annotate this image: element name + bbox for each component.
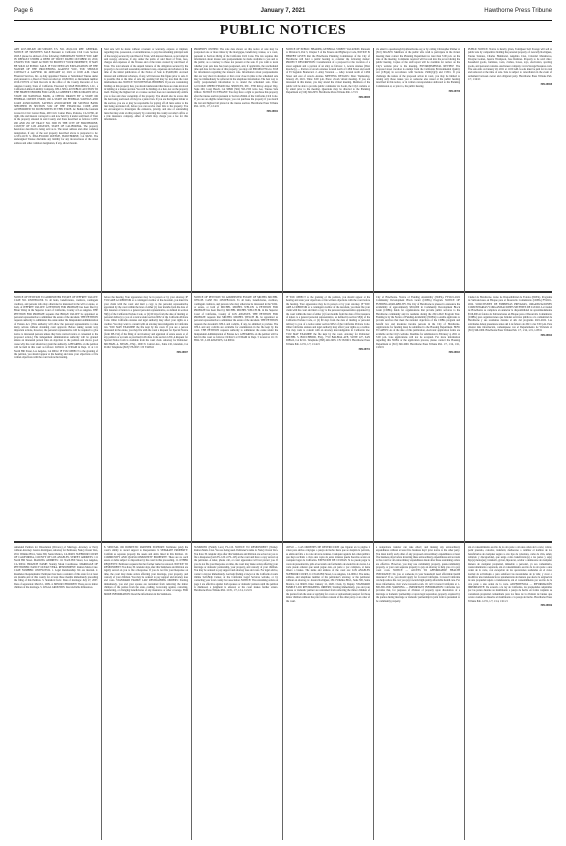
notice-ref: HH-28697	[176, 351, 188, 354]
notice-text: NOTICE OF PETITION TO ADMINISTER ESTATE OF MICHEL MICHEL WELCH. CASE NO. 20STPB11224. To all heirs, beneficiaries, creditors, contingent creditors, and persons who may otherwise be interested in the WILL or estate, or both of MICHEL MICHEL WELCH. A PETITION FOR PROBATE has been filed by MICHEL MICHEL WELCH JR. in the Superior Court of California, County of LOS ANGELES. THE PETITION FOR PROBATE requests that MICHEL MICHEL WELCH JR. be appointed as personal representative to administer the estate of the decedent. THE PETITION requests the decedent's WILL and codicils, if any, be admitted to probate. The WILL and any codicils are available for examination in the file kept by the court. THE PETITION requests authority to administer the estate under the Independent Administration of Estates Act. A HEARING on the petition will be held in this court as follows: 02/04/21 at 8:30AM in Dept. 5 located at 111 N. HILL ST., LOS ANGELES, CA 90012.	[194, 296, 278, 343]
notice-estate-valley	[14, 296, 98, 536]
notice-ref: HH-28700	[448, 89, 460, 93]
notice-ref: HH-28692	[266, 109, 278, 113]
notice-trustee-sale-part2	[104, 48, 188, 288]
notice-estate-valley-cont	[104, 296, 188, 536]
notice-trustee-sale-part1	[14, 48, 98, 288]
notice-text: before the hearing. Your appearance may be in person or by your attorney. IF YOU ARE A CREDITOR or a contingent creditor of the decedent, you must file your claim with the court and mail a copy to the personal representative appointed by the court within the later of either (1) four months from the date of first issuance of letters to a general personal representative, as defined in section 58(b) of the California Probate Code, or (2) 60 days from the date of mailing or personal delivery to you of a notice under section 9052 of the California Probate Code. Other California statutes and legal authority may affect your rights as a creditor. You may want to consult with an attorney knowledgeable in California law. YOU MAY EXAMINE the file kept by the court. If you are a person interested in the estate, you may file with the court a Request for Special Notice (form DE-154) of the filing of an inventory and appraisal of estate assets or of any petition or account as provided in Probate Code section 1250. A Request for Special Notice form is available from the court clerk. Attorney for Petitioner: MICHAEL A. SIEGEL, ESQ., 1000 N. Central Ave., Suite 210, Glendale, CA 91202. Telephone (818) 578-0027. CN 5345612	[104, 296, 188, 350]
notice-text: SUMMONS (Family Law) FL-110. NOTICE TO RESPONDENT (Name): Ramon Maria Cruz. You are being sued. Petitioner's name is: Nancy Ocean Vera. You have 30 calendar days after this Summons and Petition are served on you to file a Response (form FL-120 or FL-123) at the court and have a copy served on the petitioner. A letter, phone call, or court appearance will not protect you. If you do not file your Response on time, the court may make orders affecting your marriage or domestic partnership, your property, and custody of your children. You may be ordered to pay support and attorney fees and costs. For legal advice, contact a lawyer immediately. Get help finding a lawyer at the California Courts Online Self-Help Center, at the California Legal Services website, or by contacting your local county bar association. NOTICE: The restraining orders on page 2 are effective against both spouses or domestic partners until the petition is dismissed, a judgment is entered, or the court makes further orders. Hawthorne Press Tribune Pub. 12/31, 1/7, 1/14, 1/21/21	[194, 546, 278, 593]
issue-date: January 7, 2021	[260, 8, 306, 14]
notice-text: a nonprobate transfer can take effect; and making any extraordinary expenditures without at least five business days' prior notice to the other party. You must notify each other of any proposed extraordinary expenditures at least five business days before incurring these extraordinary expenditures and account to the court for all extraordinary expenditures made after these restraining orders are effective. However, you may use community property, quasi-community property, or your own separate property to pay an attorney to help you or to pay court costs. NOTICE — ACCESS TO AFFORDABLE HEALTH INSURANCE: Do you or someone in your household need affordable health insurance? If so, you should apply for Covered California. Covered California can help reduce the cost you pay towards high quality affordable health care. For more information, visit www.coveredca.com. Or call Covered California at 1-800-300-1506. WARNING — IMPORTANT INFORMATION: California law provides that, for purposes of division of property upon dissolution of a marriage or domestic partnership or upon legal separation, property acquired by the parties during marriage or domestic partnership in joint form is presumed to be community property.	[376, 546, 460, 603]
notice-street-vacation-cont	[376, 48, 460, 288]
notice-ref: HH-28694	[540, 334, 552, 338]
notice-cdbg-nofa-spanish	[468, 296, 552, 536]
column-rule	[464, 48, 465, 840]
notice-ref: HH-28693	[448, 351, 460, 354]
publication-name: Hawthorne Press Tribune	[484, 8, 552, 14]
notice-text: PROPERTY OWNER: The sale date shown on this notice of sale may be postponed one or more times by the mortgagee, beneficiary, trustee, or a court, pursuant to Section 2924g of the California Civil Code. The law requires that information about trustee sale postponements be made available to you and to the public, as a courtesy to those not present at the sale. If you wish to learn whether your sale date has been postponed, and, if applicable, the rescheduled time and date for the sale of this property, you may call 888-988-6736 ext. 3018 for information regarding the trustee's sale. Information about postponements that are very short in duration or that occur close in time to the scheduled sale may not immediately be reflected in the telephone information. The best way to verify postponement information is to attend the scheduled sale. Date: 12/21/2020 CHEED FINANCIAL SERVICES, INC. 3780 Kilroy Airport Way, Suite 200, Long Beach, CA 90806 (562) 595-1550 Gina Lee, Trustee Sale Officer. NOTICE TO TENANT: You may have a right to purchase this property after the trustee auction pursuant to Section 2924m of the California Civil Code. If you are an eligible tenant buyer, you can purchase the property if you match the last and highest bid placed at the trustee auction. Hawthorne Press Tribune Pub. 12/31, 1/7, 1/14/21	[194, 48, 278, 108]
notice-cdbg-nofa	[376, 296, 460, 536]
notice-text: NOTICE OF PETITION TO ADMINISTER ESTATE OF JEFFREY VALLEY. CASE NO. 20STPB11059. To all heirs, beneficiaries, creditors, contingent creditors, and persons who may otherwise be interested in the will or estate, or both, of JEFFREY VALLEY. A PETITION FOR PROBATE has been filed by Brian Valley in the Superior Court of California, County of Los Angeles. THE PETITION FOR PROBATE requests that BRIAN VALLEY be appointed as personal representative to administer the estate of the decedent. THE PETITION requests authority to administer the estate under the Independent Administration of Estates Act. (This authority will allow the personal representative to take many actions without obtaining court approval. Before taking certain very important actions, however, the personal representative will be required to give notice to interested persons unless they have waived notice or consented to the proposed action.) The independent administration authority will be granted unless an interested person files an objection to the petition and shows good cause why the court should not grant the authority. A HEARING on the petition will be held in this court as follows: 02/04/21 at 8:30AM in Dept. 11 at 111 North Hill Street, Los Angeles, CA 90012. IF YOU OBJECT to the granting of the petition, you should appear at the hearing and state your objections or file written objections with the court before the hearing.	[14, 296, 98, 360]
notice-ref: HH-28699	[358, 96, 370, 100]
notice-text: Said sale will be made without covenant or warranty, express or implied, regarding title, possession, or encumbrances, to pay the remaining principal sum of the note(s) secured by said Deed of Trust, with interest thereon, as provided in said note(s), advances, if any, under the terms of said Deed of Trust, fees, charges and expenses of the Trustee and of the trusts created by said Deed of Trust. The total amount of the unpaid balance of the obligation secured by the property to be sold and reasonable estimated costs, expenses and advances at the time of the initial publication of the Notice of Sale is $3,400,000. Accrued interest and additional advances, if any, will increase this figure prior to sale. It is possible that at the time of sale the opening bid may be less than the total indebtedness due. NOTICE TO POTENTIAL BIDDERS: If you are considering bidding on this property lien, you should understand that there are risks involved in bidding at a trustee auction. You will be bidding on a lien, not on the property itself. Placing the highest bid at a trustee auction does not automatically entitle you to free and clear ownership of the property. You should also be aware that the lien being auctioned off may be a junior lien. If you are the highest bidder at the auction, you are or may be responsible for paying off all liens senior to the lien being auctioned off, before you can receive clear title to the property. You are encouraged to investigate the existence, priority, and size of outstanding liens that may exist on this property by contacting the county recorder's office or a title insurance company, either of which may charge you a fee for this information.	[104, 48, 188, 122]
notice-dissolution-petition-cont	[104, 546, 188, 838]
notice-ref: HH-28698	[540, 82, 552, 86]
section-divider	[14, 541, 552, 543]
notice-restraining-orders	[376, 546, 460, 838]
section-banner: PUBLIC NOTICES	[14, 20, 552, 42]
notice-estate-welch-cont	[286, 296, 370, 536]
notice-text: 8. SPOUSAL OR DOMESTIC PARTNER SUPPORT: Terminate (end) the court's ability to award support to Respondent. 9. SEPARATE PROPERTY: Confirm as separate property the assets and debts listed in this Petition. 10. COMMUNITY AND QUASI-COMMUNITY PROPERTY: There are no such assets or debts subject to disposition by the court in this proceeding. 11. OTHER REQUESTS: Petitioner requests that her former name be restored. NOTICE TO RESPONDENT: You have 30 calendar days after this Summons and Petition are legally served on you to file a Response. If you do not file your Response on time, the court may make orders affecting your marriage, your property, and custody of your children. You may be ordered to pay support and attorney fees and costs. STANDARD FAMILY LAW RESTRAINING ORDERS: Starting immediately, you and your spouse are restrained from removing the minor children of the parties from the state, cashing, borrowing against, canceling, transferring, or changing beneficiaries of any insurance or other coverage. FOR MORE INFORMATION: Read the information in the Summons.	[104, 546, 188, 596]
page-header	[14, 6, 552, 18]
notice-text: APN 4017-008-028 4017-008-003 T.S. NO. 20-02-104 REF. GENERAL NOTICE OF TRUSTEE'S SALE Pursuant to California Civil Code Section 2923.3 please be advised of the following: IMPORTANT NOTICE YOU ARE IN DEFAULT UNDER A DEED OF TRUST DATED OCTOBER 20, 2010, UNLESS YOU TAKE ACTION TO PROTECT YOUR PROPERTY, IT MAY BE SOLD AT PUBLIC SALE. IF YOU NEED AN EXPLANATION OF THE NATURE OF THE PROCEEDING AGAINST YOU, YOU SHOULD CONTACT A LAWYER. On JANUARY 22, 2021 at 10:00 A.M. Cheed Financial Services, Inc. as duly appointed Trustee or Substituted Trustee under and pursuant to a Deed of Trust recorded on 10/28/2010, as Instrument number 2010-1555574 of Said Records in the office of the County Recorder of Los Angeles County, State of California. Executed by MAE HOLDINGS, LLC, a California Limited Liability Company, WILL SELL AT PUBLIC AUCTION TO THE HIGHEST BIDDER FOR CASH, A CASHIER'S CHECK DRAWN ON A STATE OR NATIONAL BANK, A CHECK DRAWN BY A STATE OR FEDERAL CREDIT UNION, OR A STATE OR FEDERAL SAVINGS AND LOAN ASSOCIATION, SAVINGS ASSOCIATION OR SAVINGS BANK SPECIFIED IN SECTION 5102 OF THE FINANCIAL CODE AND AUTHORIZED TO DO BUSINESS IN THIS STATE. At: Behind the fountain located in Civic Center Plaza, 400 Civic Center Plaza, Pomona, CA 91766, all right, title and interest conveyed to and now held by it under said Deed of Trust in the property situated in said County and State described as follows: LOTS 290 AND 291 OF TRACT NO. 5000 IN THE CITY OF HAWTHORNE, COUNTY OF LOS ANGELES, STATE OF CALIFORNIA. The property heretofore described is being sold as is. The street address and other common designation, if any, of the real property described above is purported to be: 12133-12135 S. INGLEWOOD AVENUE, HAWTHORNE, CA 90250. The undersigned Trustee disclaims any liability for any incorrectness of the street address and other common designation, if any, shown herein.	[14, 48, 98, 145]
section-divider	[14, 291, 552, 293]
page-number: Page 6	[14, 8, 34, 14]
notice-self-storage-sale	[468, 48, 552, 288]
notice-text: IF YOU OBJECT to the granting of the petition, you should appear at the hearing and state your objections or file written objections with the court before the hearing. Your appearance may be in person or by your attorney. IF YOU ARE A CREDITOR or a contingent creditor of the decedent, you must file your claim with the court and mail a copy to the personal representative appointed by the court within the later of either (1) four months from the date of first issuance of letters to a general personal representative, as defined in section 58(b) of the California Probate Code, or (2) 60 days from the date of mailing or personal delivery to you of a notice under section 9052 of the California Probate Code. Other California statutes and legal authority may affect your rights as a creditor. You may want to consult with an attorney knowledgeable in California law. YOU MAY EXAMINE the file kept by the court. Attorney for Petitioner: MICHEL S. BOUCHEDID, ESQ., 7710 BALBOA AVE, SUITE 227, SAN DIEGO, CA 92111. Telephone (858) 449-1905. CN 5345613. Hawthorne Press Tribune Pub. 12/31, 1/7, 1/14/21	[286, 296, 370, 346]
notice-street-vacation	[286, 48, 370, 288]
notice-text: NOTICE OF PUBLIC HEARING GENERAL STREET VACATION. Pursuant to Division 9, Part 3, Chapter 3 of the Streets and Highways Code, NOTICE IS HEREBY GIVEN that the Hawthorne Planning Commission of the City of Hawthorne will hold a public hearing to consider the following matter: PROJECT DESCRIPTION: Consideration of a proposal for the vacation of a street segment and a portion of an alley as follows: 1. Acacia Avenue (West Roadway) — Portion of Acacia Avenue located north of 118th Street and south of El Segundo Boulevard. 2. Alley Vacation — Alley located north of 118th Street and east of Acacia Avenue. MEETING DETAILS: Date: Wednesday, January 20, 2021. Time: 6:00 p.m. Place: Zoom virtual meeting. If you are interested in this matter, you may attend the virtual meeting. Members of the public will be able to provide public comments via Zoom, the City's website or by email prior to the meeting. Questions may be directed to the Planning Department at (310) 349-2970. Hawthorne Press Tribune Pub. 1/7/21	[286, 48, 370, 95]
notice-text: Amended Petition for Dissolution (Divorce) of Marriage. Attorney or Party without Attorney: Jessica Rodriguez, Attorney for Petitioner, Nancy Ocean Vera, 2811 Wilshire Blvd., Suite 300, Santa Monica, CA 90403. SUPERIOR COURT OF CALIFORNIA, COUNTY OF LOS ANGELES. STREET ADDRESS: 111 North Hill Street. MAILING ADDRESS: 111 North Hill Street, Los Angeles, CA 90012. BRANCH NAME: Stanley Mosk Courthouse. MARRIAGE OF PETITIONER: NANCY OCEAN VERA. RESPONDENT: Ramon Maria Cruz. CASE NUMBER: 19STFL03532. 1. Legal Relationship: We are married. 2. Residence Requirements: Petitioner has been a resident of this state for at least six months and of this county for at least three months immediately preceding the filing of this Petition. 3. Statistical facts: Date of marriage: July 27, 2007. Date of separation: March 1, 2009. 4. MINOR CHILDREN: There are no minor children of the marriage. 5. LEGAL GROUNDS: Irreconcilable differences.	[14, 546, 98, 590]
column-rule	[101, 48, 102, 840]
notice-ref: HH-28696	[540, 604, 552, 608]
notice-ref: HH-28701	[358, 347, 370, 351]
notice-text: PUBLIC NOTICE. Notice is hereby given, TomQuest Self Storage will sell at public sale by competitive bidding the personal property of: Aracelly Rodriguez, Taurus Santana, Charles Hammond, Angelina Cruz, Cristobal Matamoros, Dwayne Gomez, Jessica Thompson, Jose Ramirez. Property to be sold: misc. household goods, furniture, tools, clothes, boxes, toys, electronics, sporting goods, and personal contents. Auctioneer company: www.StorageTreasures.com. The sale ends on January 20, 2021 at 11:00 AM. Goods must be paid for in cash and removed at the time of sale. Sale is subject to cancellation in the event of settlement between owner and obligated party. Hawthorne Press Tribune Pub. 1/7, 1/14/21	[468, 48, 552, 82]
notice-text: via email to questions@cityofhawthorne.org or by calling Christopher Palmer at (310) 349-2970. Members of the public who wish to participate in the virtual meeting must contact the Planning Department no later than 5:00 p.m. on the date of the meeting. Comments received will be read into the record during the public hearing. Copies of the staff report will be available for review on the City's website prior to the meeting. ENVIRONMENTAL REVIEW: The proposed street vacation is exempt from the California Environmental Quality Act (CEQA) in accordance with Sections 15061(b)(3) and 15301. If you challenge the nature of the proposed action in court, you may be limited to raising only those issues you or someone else raised at the public hearing described in this notice, or in written correspondence delivered to the Planning Commission at, or prior to, the public hearing.	[376, 48, 460, 88]
notice-restraining-orders-spanish	[468, 546, 552, 838]
notice-text: City of Hawthorne. Notice of Funding Availability (NOFA). FY2021-2022 Community Development Block Grant (CDBG) Program. NOTICE OF FUNDING AVAILABILITY. The City of Hawthorne is pleased to announce the availability of approximately $316,000 in Community Development Block Grant (CDBG) funds for organizations that provide public services to the Hawthorne community and its residents during the 2021-2022 Program Year. Funding is by the Notice of Funding Availability (NOFA) to enable applicants to provide services that meet the national objectives of the CDBG program and benefit low and moderate income persons in the City of Hawthorne. Applications for funding must be submitted to the Housing Department. HOW TO APPLY: As of the date of this publication, electronic application forms are available on the City's website. Deadline for submission is February 4, 2021 at 5:00 p.m. Late applications will not be accepted. For more information regarding this NOFA or the application process, please contact the Housing Department at (310) 349-1600. Hawthorne Press Tribune Pub. 1/7, 1/14, 1/21, 1/28/21	[376, 296, 460, 350]
notice-estate-welch	[194, 296, 278, 536]
notice-dissolution-petition	[14, 546, 98, 838]
notice-trustee-sale-part3	[194, 48, 278, 288]
column-rule	[282, 48, 283, 840]
column-rule	[191, 48, 192, 840]
notice-summons-spanish	[286, 546, 370, 838]
notice-text: Ciudad de Hawthorne. Aviso de Disponibilidad de Fondos (NOFA). Programa de Subvenciones en Bloque para el Desarrollo Comunitario (CDBG) FY2021-2022. SOLICITUDES DE EMPRESAS PRIVADAS, ORGANIZACIONES COMUNITARIAS Y ORGANIZACIONES SIN FINES DE LUCRO. La Ciudad de Hawthorne se complace en anunciar la disponibilidad de aproximadamente $316,000 en fondos de Subvenciones en Bloque para el Desarrollo Comunitario (CDBG) para organizaciones que brindan servicios públicos a la comunidad de Hawthorne y sus residentes durante el año del programa 2021-2022. Las solicitudes deben presentarse antes del 4 de febrero de 2021 a las 5:00 p.m. Para obtener más información, comuníquese con el Departamento de Vivienda al (310) 349-1600. Hawthorne Press Tribune Pub. 1/7, 1/14, 1/21, 1/28/21	[468, 296, 552, 333]
notice-text: AVISO — LAS ÓRDENES DE RESTRICCIÓN que figuran en la página 2 valen para ambos cónyuges o pareja de hecho hasta que se despida la petición, se emita un fallo o la corte dé otras órdenes. Cualquier agencia del orden público que haya recibido o visto una copia de estas órdenes puede hacerlas acatar en cualquier lugar de California. EXENCIÓN DE CUOTAS: Si no puede pagar la cuota de presentación, pida al secretario un formulario de exención de cuotas. La corte puede ordenar que usted pague ésta, en parte o por completo, si tiene dinero o bienes. The name and address of the court are: LOS ANGELES SUPERIOR COURT, 111 North Hill Street, Los Angeles, CA 90012. The name, address, and telephone number of the petitioner's attorney, or the petitioner without an attorney, is: Jessica Rodriguez, 2811 Wilshire Blvd., Suite 300, Santa Monica, CA 90403. Date: January 12, 2020. Clerk, by Deputy. STANDARD FAMILY LAW RESTRAINING ORDERS: Starting immediately, you and your spouse or domestic partner are restrained from removing the minor children of the parties from the state or applying for a new or replacement passport for those minor children without the prior written consent of the other party or an order of the court.	[286, 546, 370, 603]
notice-family-law-summons	[194, 546, 278, 838]
notice-text: sin el consentimiento escrito de la otra parte o sin una orden de la corte; cobrar, pedir prestado, cancelar, transferir, deshacerse o cambiar el nombre de los beneficiarios de cualquier seguro u otro tipo de cobertura, como de vida, salud, vehículo y discapacidad, que tenga como beneficiario(s) a las partes y su(s) hijo(s) menor(es); transferir, gravar, hipotecar, ocultar o deshacerse de cualquier manera de cualquier propiedad, inmueble o personal, ya sea comunitaria, cuasicomunitaria o separada, sin el consentimiento escrito de la otra parte o una orden de la corte, con excepción de las operaciones realizadas en el curso normal de actividades o para satisfacer las necesidades de la vida; y crear o modificar una transferencia no testamentaria de manera que afecte la asignación de una propiedad sujeta a transferencia, sin el consentimiento por escrito de la otra parte o una orden de la corte. ADVERTENCIA — INFORMACIÓN IMPORTANTE: De acuerdo a la ley de California, las propiedades adquiridas por las partes durante su matrimonio o pareja de hecho en forma conjunta se consideran propiedad comunitaria para los fines de la división de bienes que ocurre cuando se disuelve el matrimonio o la pareja de hecho. Hawthorne Press Tribune Pub. 12/31, 1/7, 1/14, 1/21/21	[468, 546, 552, 603]
column-rule	[373, 48, 374, 840]
